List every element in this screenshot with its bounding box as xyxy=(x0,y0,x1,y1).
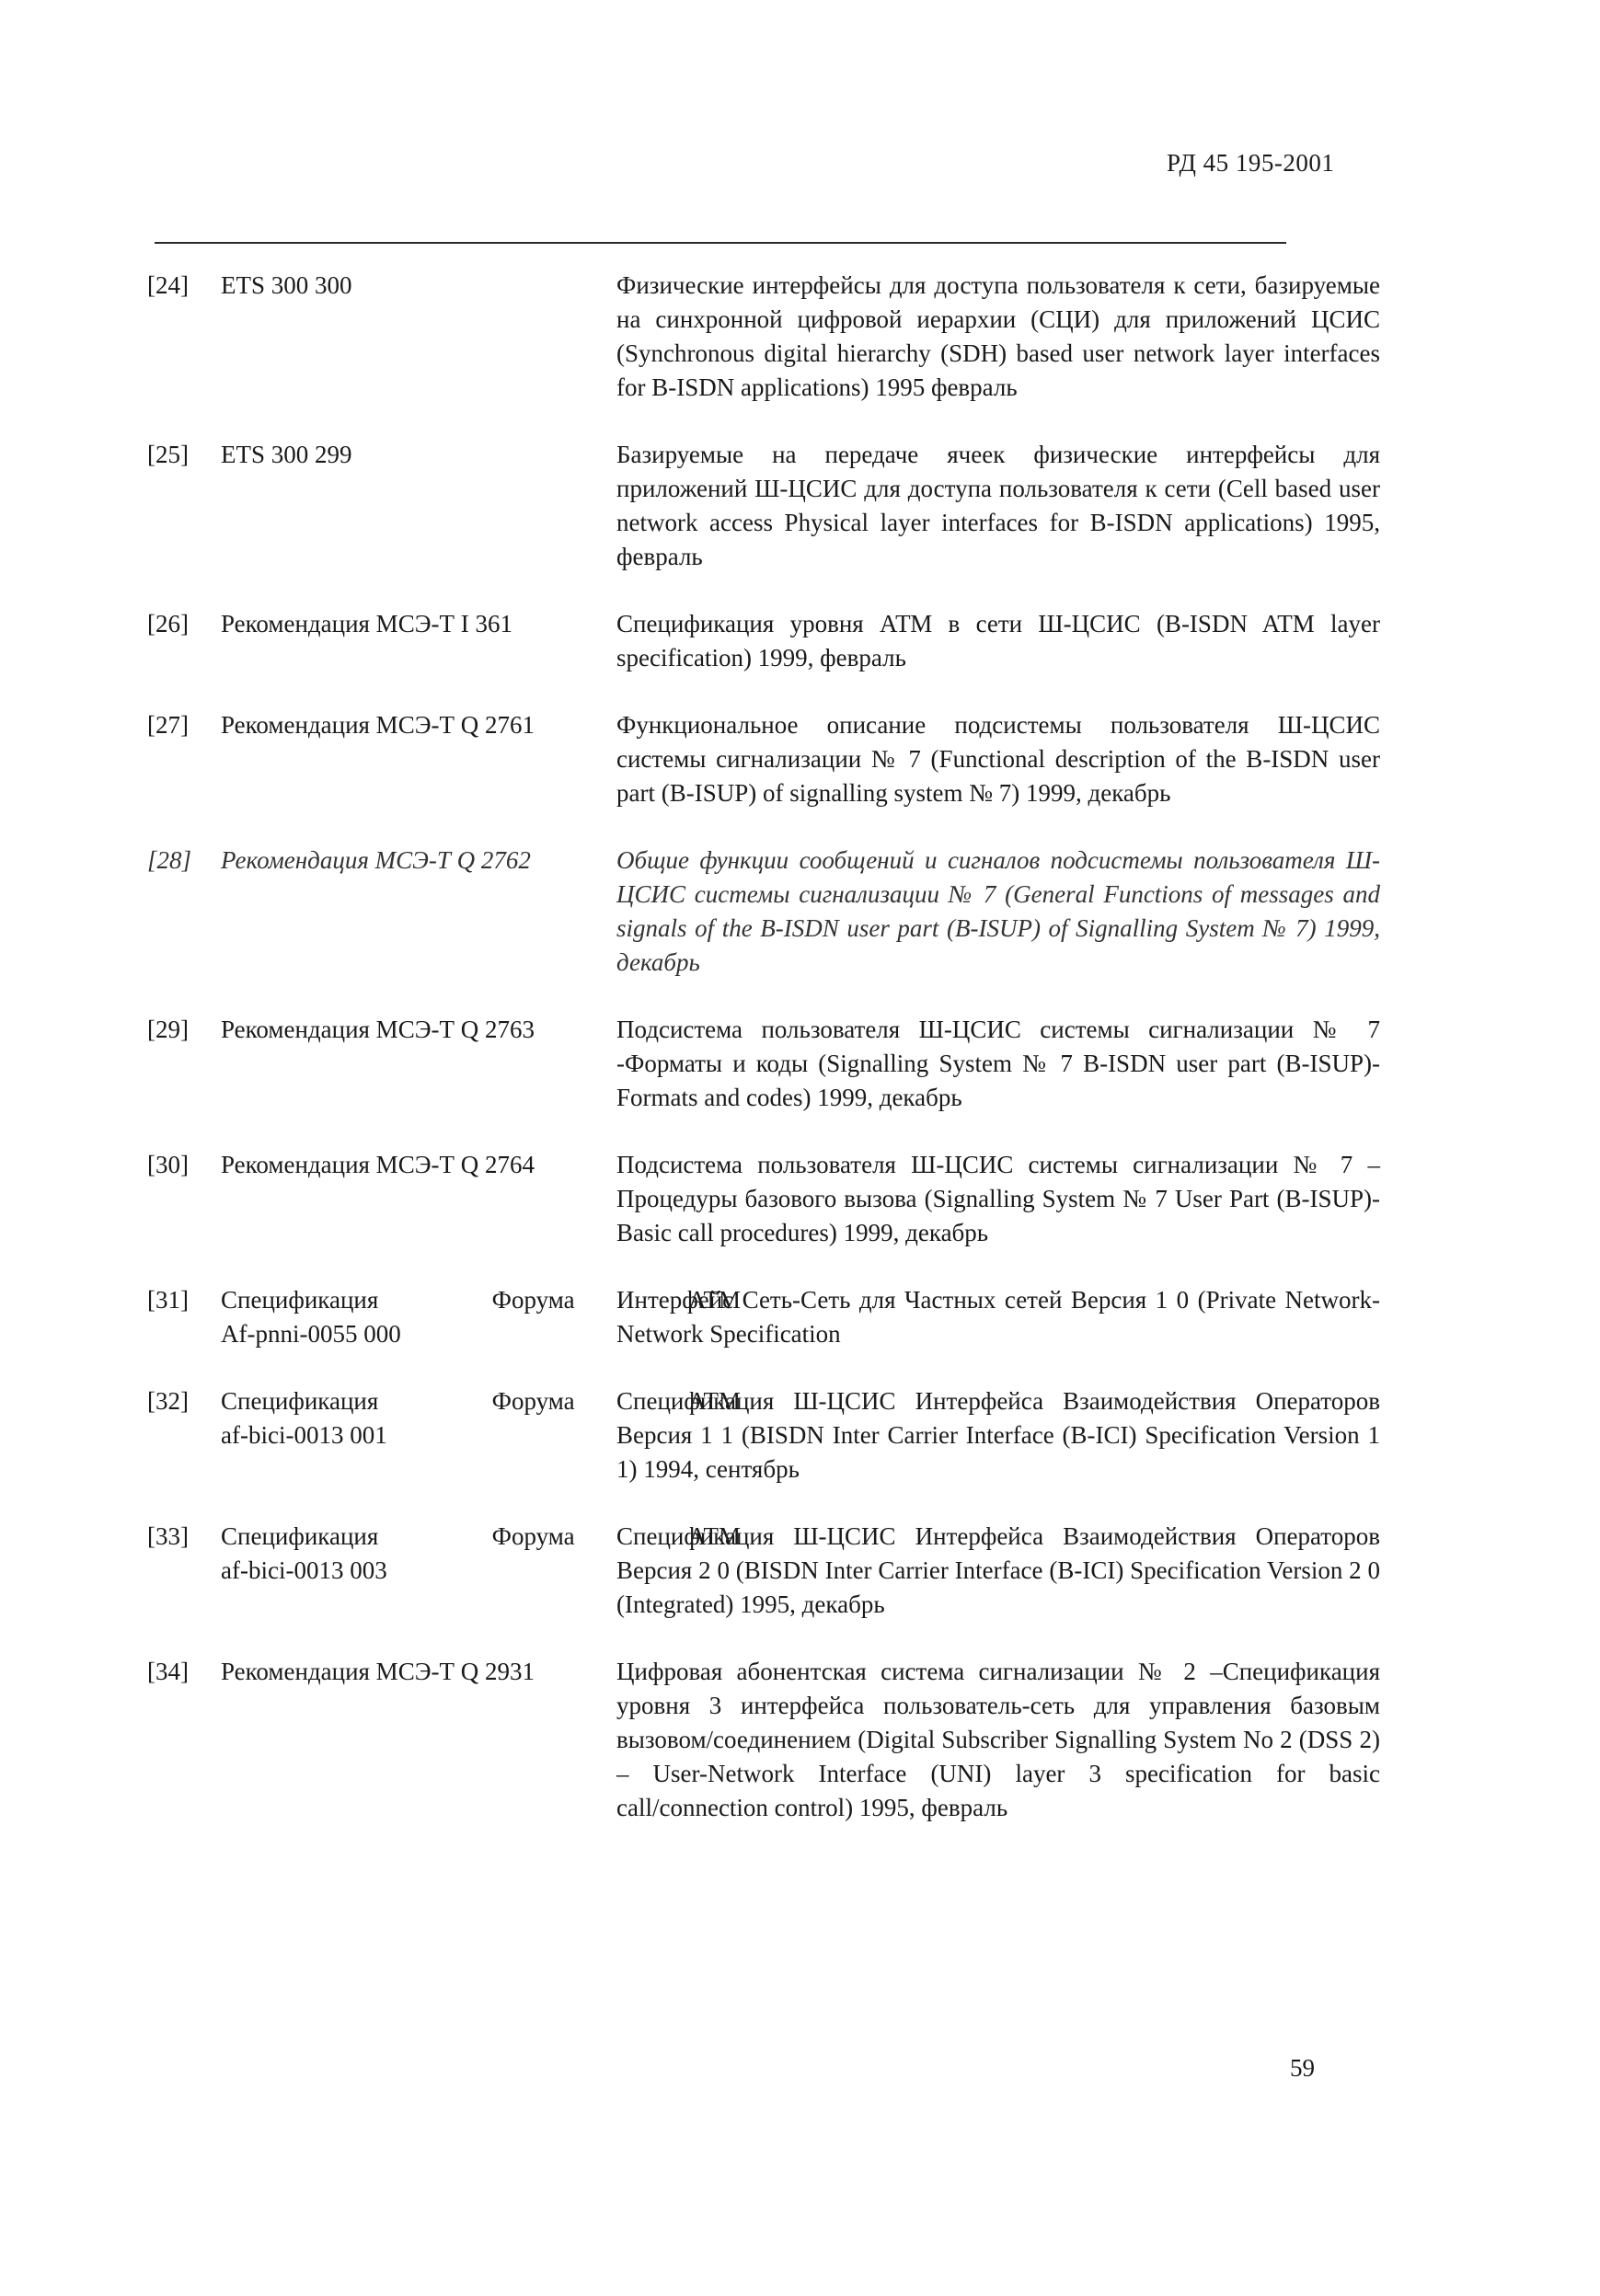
reference-number: [26] xyxy=(147,610,189,637)
reference-description: Спецификация Ш-ЦСИС Интерфейса Взаимодействия Операторов Версия 1 1 (BISDN Inter Carrier Interface (B-ICI) Specification Version 1 1) 1994, сентябрь xyxy=(616,1387,1380,1483)
reference-source-title: Спецификация Форума ATM xyxy=(221,1387,741,1415)
reference-number: [29] xyxy=(147,1016,189,1043)
document-code: РД 45 195-2001 xyxy=(1167,149,1335,177)
reference-source-code: af-bici-0013 003 xyxy=(221,1556,387,1584)
reference-source: Рекомендация МСЭ-Т I 361 xyxy=(221,610,512,637)
reference-source: ETS 300 300 xyxy=(221,271,352,299)
reference-source-title: Спецификация Форума ATM xyxy=(221,1286,741,1314)
reference-number: [25] xyxy=(147,441,189,468)
reference-source: Рекомендация МСЭ-Т Q 2762 xyxy=(221,846,531,874)
reference-item xyxy=(147,607,1380,675)
reference-item xyxy=(147,269,1380,405)
reference-item xyxy=(147,844,1380,980)
reference-item xyxy=(147,1520,1380,1622)
reference-description: Цифровая абонентская система сигнализации № 2 –Спецификация уровня 3 интерфейса пользователь-сеть для управления базовым вызовом/соединением (Digital Subscriber Signalling System No 2 (DSS 2) – User-Network Interface (UNI) layer 3 specification for basic call/connection control) 1995, февраль xyxy=(616,1658,1380,1821)
reference-item xyxy=(147,1148,1380,1250)
reference-list xyxy=(147,269,1380,1825)
header-divider xyxy=(155,242,1286,244)
page-number: 59 xyxy=(1290,2054,1315,2082)
reference-source-code: Af-pnni-0055 000 xyxy=(221,1320,401,1348)
reference-number: [28] xyxy=(147,846,192,874)
reference-source-code: af-bici-0013 001 xyxy=(221,1421,387,1449)
reference-source: Рекомендация МСЭ-Т Q 2761 xyxy=(221,711,535,739)
reference-source-title: Спецификация Форума ATM xyxy=(221,1522,741,1550)
reference-item xyxy=(147,1384,1380,1487)
reference-description: Функциональное описание подсистемы пользователя Ш-ЦСИС системы сигнализации № 7 (Functional description of the B-ISDN user part (B-ISUP) of signalling system № 7) 1999, декабрь xyxy=(616,711,1380,807)
reference-number: [27] xyxy=(147,711,189,739)
reference-source: ETS 300 299 xyxy=(221,441,352,468)
reference-item xyxy=(147,1655,1380,1825)
reference-description: Физические интерфейсы для доступа пользователя к сети, базируемые на синхронной цифровой иерархии (СЦИ) для приложений ЦСИС (Synchronous digital hierarchy (SDH) based user network layer interfaces for B-ISDN applications) 1995 февраль xyxy=(616,271,1380,401)
reference-number: [30] xyxy=(147,1151,189,1178)
reference-description: Спецификация Ш-ЦСИС Интерфейса Взаимодействия Операторов Версия 2 0 (BISDN Inter Carrier Interface (B-ICI) Specification Version 2 0 (Integrated) 1995, декабрь xyxy=(616,1522,1380,1618)
reference-item xyxy=(147,1283,1380,1351)
reference-item xyxy=(147,708,1380,810)
reference-description: Общие функции сообщений и сигналов подсистемы пользователя Ш-ЦСИС системы сигнализации № 7 (General Functions of messages and signals of the B-ISDN user part (B-ISUP) of Signalling System № 7) 1999, декабрь xyxy=(616,846,1380,976)
reference-source xyxy=(221,1384,741,1452)
reference-description: Подсистема пользователя Ш-ЦСИС системы сигнализации № 7 -Форматы и коды (Signalling System № 7 B-ISDN user part (B-ISUP)-Formats and codes) 1999, декабрь xyxy=(616,1016,1380,1111)
reference-source xyxy=(221,1283,741,1351)
reference-description: Интерфейс Сеть-Сеть для Частных сетей Версия 1 0 (Private Network- Network Specification xyxy=(616,1286,1380,1348)
reference-number: [33] xyxy=(147,1522,189,1550)
reference-description: Базируемые на передаче ячеек физические интерфейсы для приложений Ш-ЦСИС для доступа пользователя к сети (Cell based user network access Physical layer interfaces for B-ISDN applications) 1995, февраль xyxy=(616,441,1380,570)
reference-number: [24] xyxy=(147,271,189,299)
reference-number: [32] xyxy=(147,1387,189,1415)
reference-item xyxy=(147,1013,1380,1115)
reference-source: Рекомендация МСЭ-Т Q 2763 xyxy=(221,1016,535,1043)
reference-description: Подсистема пользователя Ш-ЦСИС системы сигнализации № 7 – Процедуры базового вызова (Signalling System № 7 User Part (B-ISUP)-Basic call procedures) 1999, декабрь xyxy=(616,1151,1380,1246)
reference-number: [31] xyxy=(147,1286,189,1314)
reference-source: Рекомендация МСЭ-Т Q 2764 xyxy=(221,1151,535,1178)
reference-item xyxy=(147,438,1380,574)
reference-description: Спецификация уровня АТМ в сети Ш-ЦСИС (B-ISDN ATM layer specification) 1999, февраль xyxy=(616,610,1380,672)
reference-number: [34] xyxy=(147,1658,189,1685)
reference-source: Рекомендация МСЭ-Т Q 2931 xyxy=(221,1658,535,1685)
reference-source xyxy=(221,1520,741,1588)
